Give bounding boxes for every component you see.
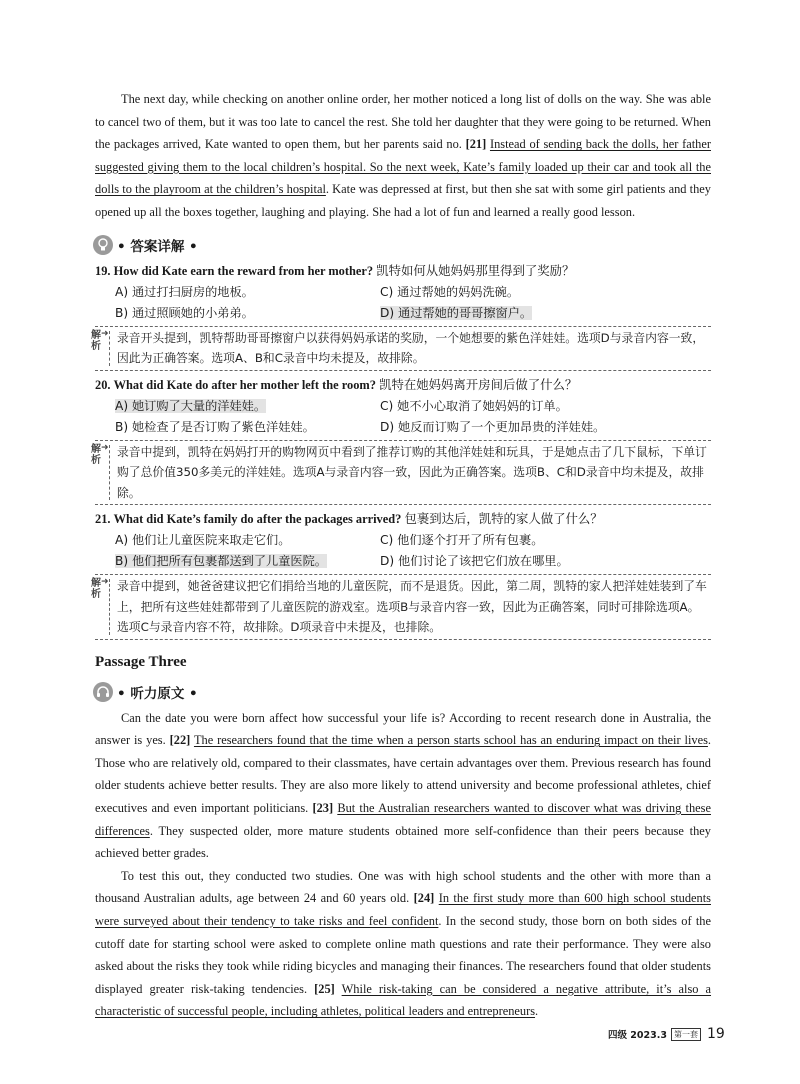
option-correct: D) 通过帮她的哥哥擦窗户。: [380, 305, 533, 320]
set-label: 第一套: [671, 1028, 701, 1041]
option-grid: [95, 396, 711, 438]
explanation-box: [91, 326, 711, 371]
transcript-paragraph-1: Can the date you were born affect how successful your life is? According to recent research done in Australia, the answer is yes. [22] The researchers found that the time when a person starts school has an enduring impact on their lives. Those who are relatively old, compared to their classmates, have certain advantages over them. Previous research has found older students achieve better results. They are also more likely to attend university and become professional athletes, chief executives and even important politicians. [23] But the Australian researchers wanted to discover what was driving these differences. They suspected older, more mature students obtained more self-confidence than their peers because they achieved better grades.: [95, 710, 712, 861]
option: B) 她检查了是否订购了紫色洋娃娃。: [115, 419, 315, 434]
transcript-section-title: • 听力原文 •: [117, 685, 198, 702]
question-text: What did Kate’s family do after the packages arrived?: [113, 512, 402, 527]
page-content: [91, 88, 712, 1023]
option: A) 通过打扫厨房的地板。: [115, 284, 254, 299]
explanation-text: 录音中提到，她爸爸建议把它们捐给当地的儿童医院，而不是退货。因此，第二周，凯特的家人把洋娃娃装到了车上，把所有这些娃娃都带到了儿童医院的游戏室。选项B与录音内容一致，因此为正确答案，同时可排除选项A。选项C与录音内容不符，故排除。D项录音中未提及，也排除。: [117, 579, 707, 635]
option: C) 她不小心取消了她妈妈的订单。: [380, 398, 568, 413]
option-grid: [95, 282, 711, 324]
answers-section-header: [93, 234, 711, 256]
explanation-label: 解 析 ➜: [91, 444, 105, 466]
question-text: What did Kate do after her mother left the room?: [113, 377, 376, 392]
option: D) 他们讨论了该把它们放在哪里。: [380, 554, 569, 569]
lightbulb-icon: [93, 235, 113, 255]
explanation-box: [91, 574, 711, 640]
question: [95, 374, 711, 396]
option-correct: A) 她订购了大量的洋娃娃。: [115, 398, 267, 413]
option: C) 通过帮她的妈妈洗碗。: [380, 284, 520, 299]
question-translation: 凯特如何从她妈妈那里得到了奖励？: [376, 262, 575, 278]
question-text: How did Kate earn the reward from her mother?: [113, 263, 374, 278]
page-footer: [608, 1026, 725, 1042]
option: D) 她反而订购了一个更加昂贵的洋娃娃。: [380, 419, 606, 434]
answers-section-title: • 答案详解 •: [117, 238, 198, 255]
question: [95, 260, 711, 282]
explanation-text: 录音开头提到，凯特帮助哥哥擦窗户以获得妈妈承诺的奖励，一个她想要的紫色洋娃娃。选项D与录音内容一致，因此为正确答案。选项A、B和C录音中均未提及，故排除。: [117, 330, 705, 366]
explanation-box: [91, 440, 711, 506]
option: B) 通过照顾她的小弟弟。: [115, 305, 254, 320]
option-correct: B) 他们把所有包裹都送到了儿童医院。: [115, 554, 327, 569]
option: C) 他们逐个打开了所有包裹。: [380, 533, 544, 548]
page-number: 19: [706, 1026, 725, 1042]
explanation-label: 解 析 ➜: [91, 330, 105, 352]
question-translation: 凯特在她妈妈离开房间后做了什么？: [379, 376, 578, 392]
transcript-paragraph-2: To test this out, they conducted two studies. One was with high school students and the other with more than a thousand Australian adults, age between 24 and 60 years old. [24] In the first study more than 600 high school students were surveyed about their tendency to take risks and feel confident. In the second study, those born on both sides of the cutoff date for starting school were asked to complete online math questions and rate their performance. They were also asked about the risks they took while riding bicycles and managing their finances. The researchers found that older students displayed greater risk-taking tendencies. [25] While risk-taking can be considered a negative attribute, it’s also a characteristic of successful people, including athletes, political leaders and entrepreneurs.: [95, 868, 712, 1019]
transcript-section-header: [93, 681, 711, 703]
question-translation: 包裹到达后，凯特的家人做了什么？: [404, 511, 603, 527]
question-number: 21.: [95, 512, 111, 527]
question-number: 20.: [95, 377, 111, 392]
headphones-icon: [93, 682, 113, 702]
question: [95, 508, 711, 530]
question-number: 19.: [95, 263, 111, 278]
explanation-label: 解 析 ➜: [91, 578, 105, 600]
option-grid: [95, 530, 711, 572]
passage-three-title: Passage Three: [95, 653, 187, 670]
option: A) 他们让儿童医院来取走它们。: [115, 533, 291, 548]
question-list: [91, 260, 711, 640]
explanation-text: 录音中提到，凯特在妈妈打开的购物网页中看到了推荐订购的其他洋娃娃和玩具，于是她点击了几下鼠标，下单订购了总价值350多美元的洋娃娃。选项A与录音内容一致，因此为正确答案。选项B、C和D录音中均未提及，故排除。: [117, 444, 707, 500]
story-paragraph: The next day, while checking on another online order, her mother noticed a long list of dolls on the way. She was able to cancel two of them, but it was too late to cancel the rest. She told her daughter that they were going to be returned. When the packages arrived, Kate wanted to open them, but her parents said no. [21] Instead of sending back the dolls, her father suggested giving them to the local children’s hospital. So the next week, Kate’s family loaded up their car and took all the dolls to the playroom at the children’s hospital. Kate was depressed at first, but then she sat with some girl patients and they opened up all the boxes together, laughing and playing. She had a lot of fun and learned a really good lesson.: [95, 92, 711, 219]
issue-label: 四级 2023.3: [608, 1030, 667, 1041]
